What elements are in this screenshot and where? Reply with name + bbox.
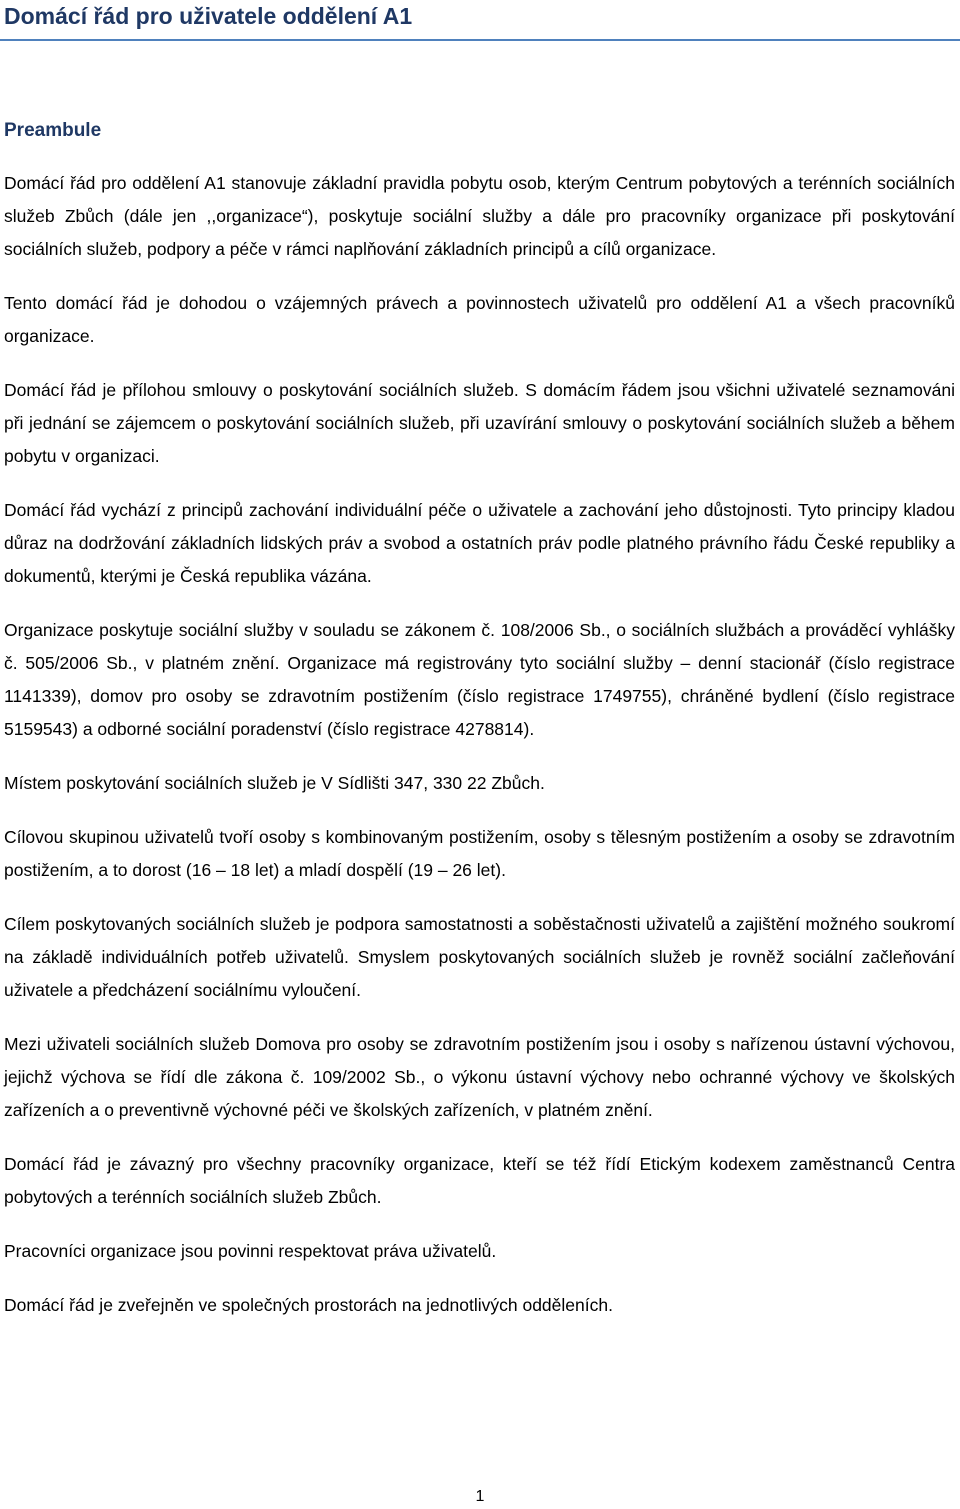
paragraph-10: Domácí řád je závazný pro všechny pracovníky organizace, kteří se též řídí Etickým kodexem zaměstnanců Centra pobytových a terénních sociálních služeb Zbůch. xyxy=(4,1154,955,1207)
paragraph-5: Organizace poskytuje sociální služby v souladu se zákonem č. 108/2006 Sb., o sociálních službách a prováděcí vyhlášky č. 505/2006 Sb., v platném znění. Organizace má registrovány tyto sociální služby – denní stacionář (číslo registrace 1141339), domov pro osoby se zdravotním postižením (číslo registrace 1749755), chráněné bydlení (číslo registrace 5159543) a odborné sociální poradenství (číslo registrace 4278814). xyxy=(4,620,955,739)
page-number: 1 xyxy=(475,1488,485,1505)
paragraph-12: Domácí řád je zveřejněn ve společných prostorách na jednotlivých odděleních. xyxy=(4,1295,613,1315)
paragraph-11: Pracovníci organizace jsou povinni respektovat práva uživatelů. xyxy=(4,1241,497,1261)
section-heading-preambule: Preambule xyxy=(4,120,102,141)
paragraph-8: Cílem poskytovaných sociálních služeb je podpora samostatnosti a soběstačnosti uživatelů a zajištění možného soukromí na základě individuálních potřeb uživatelů. Smyslem poskytovaných sociálních služeb je rovněž sociální začleňování uživatele a předcházení sociálnímu vyloučení. xyxy=(4,914,955,1000)
title-underline xyxy=(0,39,960,41)
paragraph-7: Cílovou skupinou uživatelů tvoří osoby s kombinovaným postižením, osoby s tělesným postižením a osoby se zdravotním postižením, a to dorost (16 – 18 let) a mladí dospělí (19 – 26 let). xyxy=(4,827,955,880)
paragraph-3: Domácí řád je přílohou smlouvy o poskytování sociálních služeb. S domácím řádem jsou všichni uživatelé seznamováni při jednání se zájemcem o poskytování sociálních služeb, při uzavírání smlouvy o poskytování sociálních služeb a během pobytu v organizaci. xyxy=(4,380,955,466)
paragraph-2: Tento domácí řád je dohodou o vzájemných právech a povinnostech uživatelů pro oddělení A1 a všech pracovníků organizace. xyxy=(4,293,955,346)
paragraph-4: Domácí řád vychází z principů zachování individuální péče o uživatele a zachování jeho důstojnosti. Tyto principy kladou důraz na dodržování základních lidských práv a svobod a ostatních práv podle platného právního řádu České republiky a dokumentů, kterými je Česká republika vázána. xyxy=(4,500,955,586)
document-title: Domácí řád pro uživatele oddělení A1 xyxy=(4,3,413,29)
document-body xyxy=(4,167,955,1343)
paragraph-1: Domácí řád pro oddělení A1 stanovuje základní pravidla pobytu osob, kterým Centrum pobytových a terénních sociálních služeb Zbůch (dále jen ,,organizace“), poskytuje sociální služby a dále pro pracovníky organizace při poskytování sociálních služeb, podpory a péče v rámci naplňování základních principů a cílů organizace. xyxy=(4,173,955,259)
paragraph-6: Místem poskytování sociálních služeb je V Sídlišti 347, 330 22 Zbůch. xyxy=(4,773,545,793)
paragraph-9: Mezi uživateli sociálních služeb Domova pro osoby se zdravotním postižením jsou i osoby s nařízenou ústavní výchovou, jejichž výchova se řídí dle zákona č. 109/2002 Sb., o výkonu ústavní výchovy nebo ochranné výchovy ve školských zařízeních a o preventivně výchovné péči ve školských zařízeních, v platném znění. xyxy=(4,1034,955,1120)
